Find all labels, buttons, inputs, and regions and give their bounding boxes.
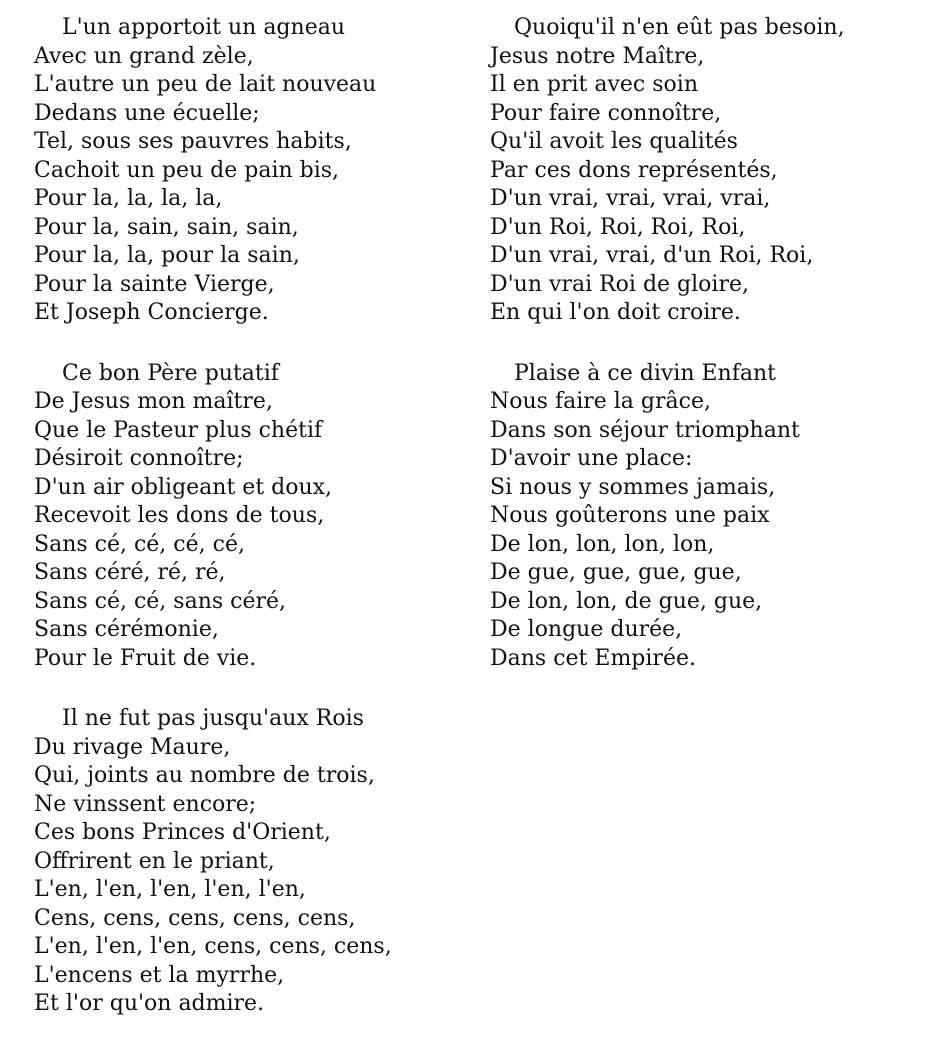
verse-line: Que le Pasteur plus chétif: [34, 417, 323, 443]
verse-line: En qui l'on doit croire.: [490, 300, 741, 325]
verse-line: Par ces dons représentés,: [490, 157, 778, 183]
verse-line: Sans cé, cé, sans céré,: [34, 588, 287, 614]
verse-line: Avec un grand zèle,: [34, 43, 254, 69]
verse-line: Jesus notre Maître,: [490, 43, 705, 69]
verse-line: De longue durée,: [490, 617, 683, 642]
verse-line: D'un vrai Roi de gloire,: [490, 271, 749, 297]
verse-line: Pour la sainte Vierge,: [34, 271, 275, 297]
verse-line: D'un vrai, vrai, d'un Roi, Roi,: [490, 243, 814, 268]
verse-line: L'encens et la myrrhe,: [34, 962, 285, 988]
verse-line: Et l'or qu'on admire.: [34, 991, 265, 1016]
verse-line: Pour la, sain, sain, sain,: [34, 214, 299, 240]
verse-line: L'autre un peu de lait nouveau: [34, 72, 377, 97]
verse-line: Nous goûterons une paix: [490, 503, 770, 528]
stanza-1: [34, 14, 464, 328]
verse-line: D'avoir une place:: [490, 446, 693, 471]
verse-line: Ne vinssent encore;: [34, 791, 257, 817]
verse-line: D'un Roi, Roi, Roi, Roi,: [490, 214, 746, 240]
verse-line: Dans cet Empirée.: [490, 645, 696, 671]
verse-line: Quoiqu'il n'en eût pas besoin,: [514, 15, 845, 40]
verse-line: Il en prit avec soin: [490, 72, 698, 97]
verse-line: De lon, lon, de gue, gue,: [490, 588, 763, 614]
verse-line: L'un apportoit un agneau: [62, 15, 345, 40]
verse-line: Dedans une écuelle;: [34, 100, 260, 126]
verse-line: Dans son séjour triomphant: [490, 417, 800, 443]
verse-line: Nous faire la grâce,: [490, 389, 711, 414]
verse-line: Sans cérémonie,: [34, 617, 219, 642]
verse-line: Pour faire connoître,: [490, 100, 722, 126]
verse-line: Cens, cens, cens, cens, cens,: [34, 905, 356, 931]
verse-line: De lon, lon, lon, lon,: [490, 531, 715, 557]
verse-line: Pour la, la, la, la,: [34, 186, 223, 211]
verse-line: Tel, sous ses pauvres habits,: [34, 129, 352, 154]
stanza-3: [34, 705, 464, 1019]
verse-line: Recevoit les dons de tous,: [34, 503, 325, 528]
left-column: [34, 14, 464, 1051]
verse-line: L'en, l'en, l'en, l'en, l'en,: [34, 877, 306, 902]
verse-line: Qui, joints au nombre de trois,: [34, 763, 375, 788]
right-column: [490, 14, 930, 705]
verse-line: Pour la, la, pour la sain,: [34, 243, 300, 268]
verse-line: Offrirent en le priant,: [34, 848, 275, 874]
verse-line: Désiroit connoître;: [34, 446, 244, 471]
verse-line: D'un air obligeant et doux,: [34, 474, 333, 500]
verse-line: Qu'il avoit les qualités: [490, 129, 738, 154]
verse-line: De Jesus mon maître,: [34, 389, 273, 414]
stanza-4: [490, 14, 930, 328]
verse-line: Ce bon Père putatif: [62, 360, 279, 386]
stanza-5: [490, 360, 930, 674]
verse-line: Si nous y sommes jamais,: [490, 474, 776, 500]
verse-line: De gue, gue, gue, gue,: [490, 560, 742, 585]
verse-line: Pour le Fruit de vie.: [34, 645, 257, 671]
verse-line: D'un vrai, vrai, vrai, vrai,: [490, 186, 771, 211]
verse-line: Cachoit un peu de pain bis,: [34, 157, 340, 183]
stanza-2: [34, 360, 464, 674]
verse-line: Sans cé, cé, cé, cé,: [34, 531, 245, 557]
verse-line: Du rivage Maure,: [34, 734, 231, 760]
verse-line: Ces bons Princes d'Orient,: [34, 820, 331, 845]
verse-line: Il ne fut pas jusqu'aux Rois: [62, 706, 364, 731]
verse-line: Plaise à ce divin Enfant: [514, 360, 776, 386]
verse-line: Et Joseph Concierge.: [34, 300, 269, 325]
verse-line: Sans céré, ré, ré,: [34, 560, 226, 585]
verse-line: L'en, l'en, l'en, cens, cens, cens,: [34, 934, 392, 959]
